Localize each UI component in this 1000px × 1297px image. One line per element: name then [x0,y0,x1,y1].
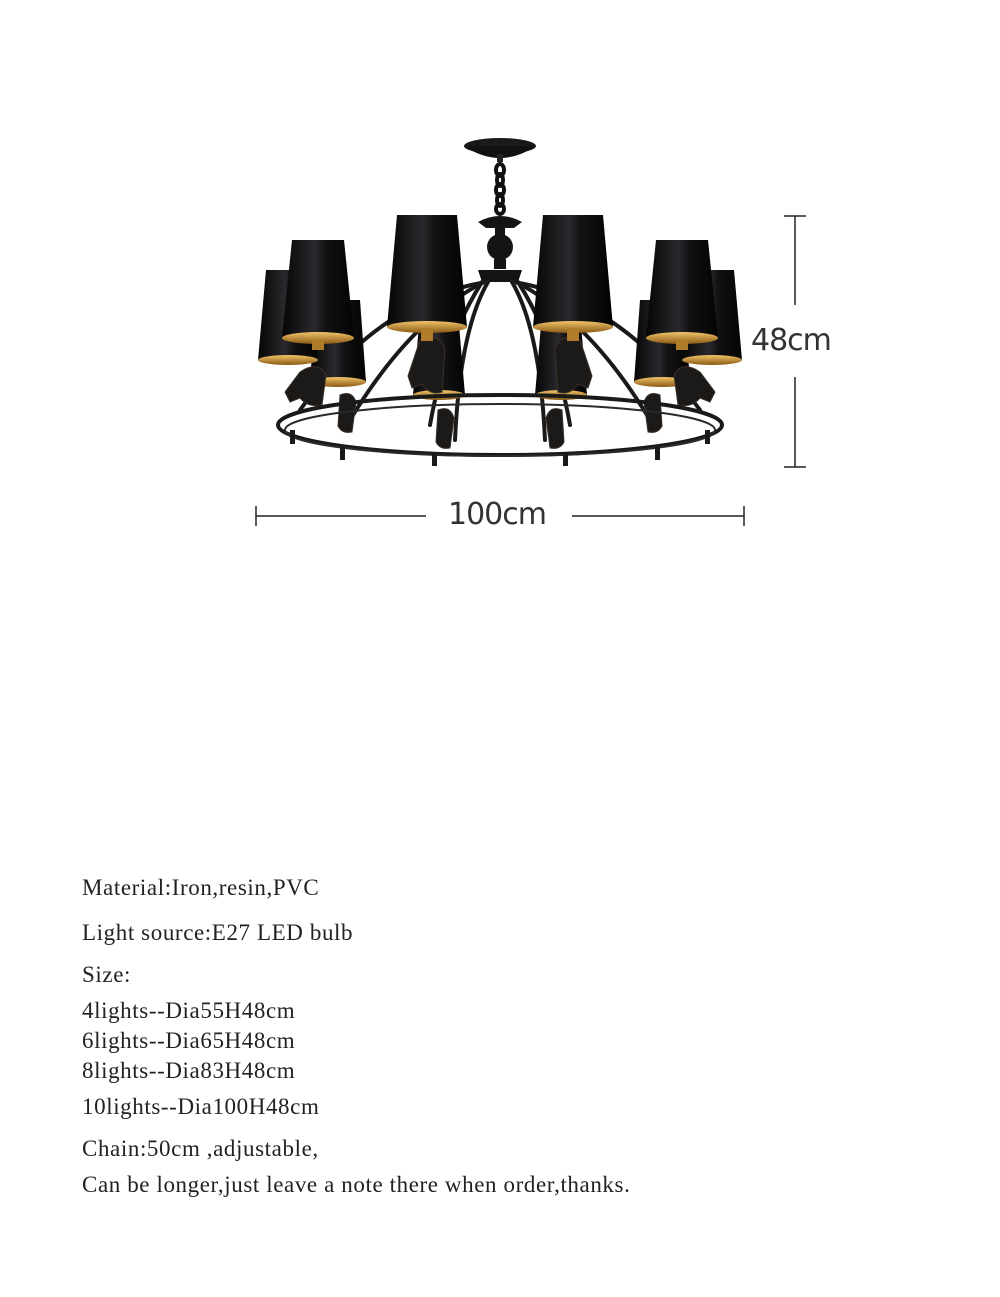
height-dimension-label: 48cm [751,323,831,358]
chandelier-image [0,0,1000,560]
width-dimension-label: 100cm [448,497,546,532]
spec-material: Material:Iron,resin,PVC [82,875,320,900]
chain [496,164,504,214]
spec-size-option: 6lights--Dia65H48cm [82,1028,296,1053]
product-figure [0,0,1000,560]
spec-note: Can be longer,just leave a note there when order,thanks. [82,1172,631,1197]
spec-size-option: 8lights--Dia83H48cm [82,1058,296,1083]
ceiling-canopy [464,138,536,162]
spec-chain: Chain:50cm ,adjustable, [82,1136,319,1161]
spec-size-option: 4lights--Dia55H48cm [82,998,296,1023]
central-column [478,216,522,282]
spec-light-source: Light source:E27 LED bulb [82,920,354,945]
spec-size-heading: Size: [82,962,131,987]
spec-size-option: 10lights--Dia100H48cm [82,1094,320,1119]
